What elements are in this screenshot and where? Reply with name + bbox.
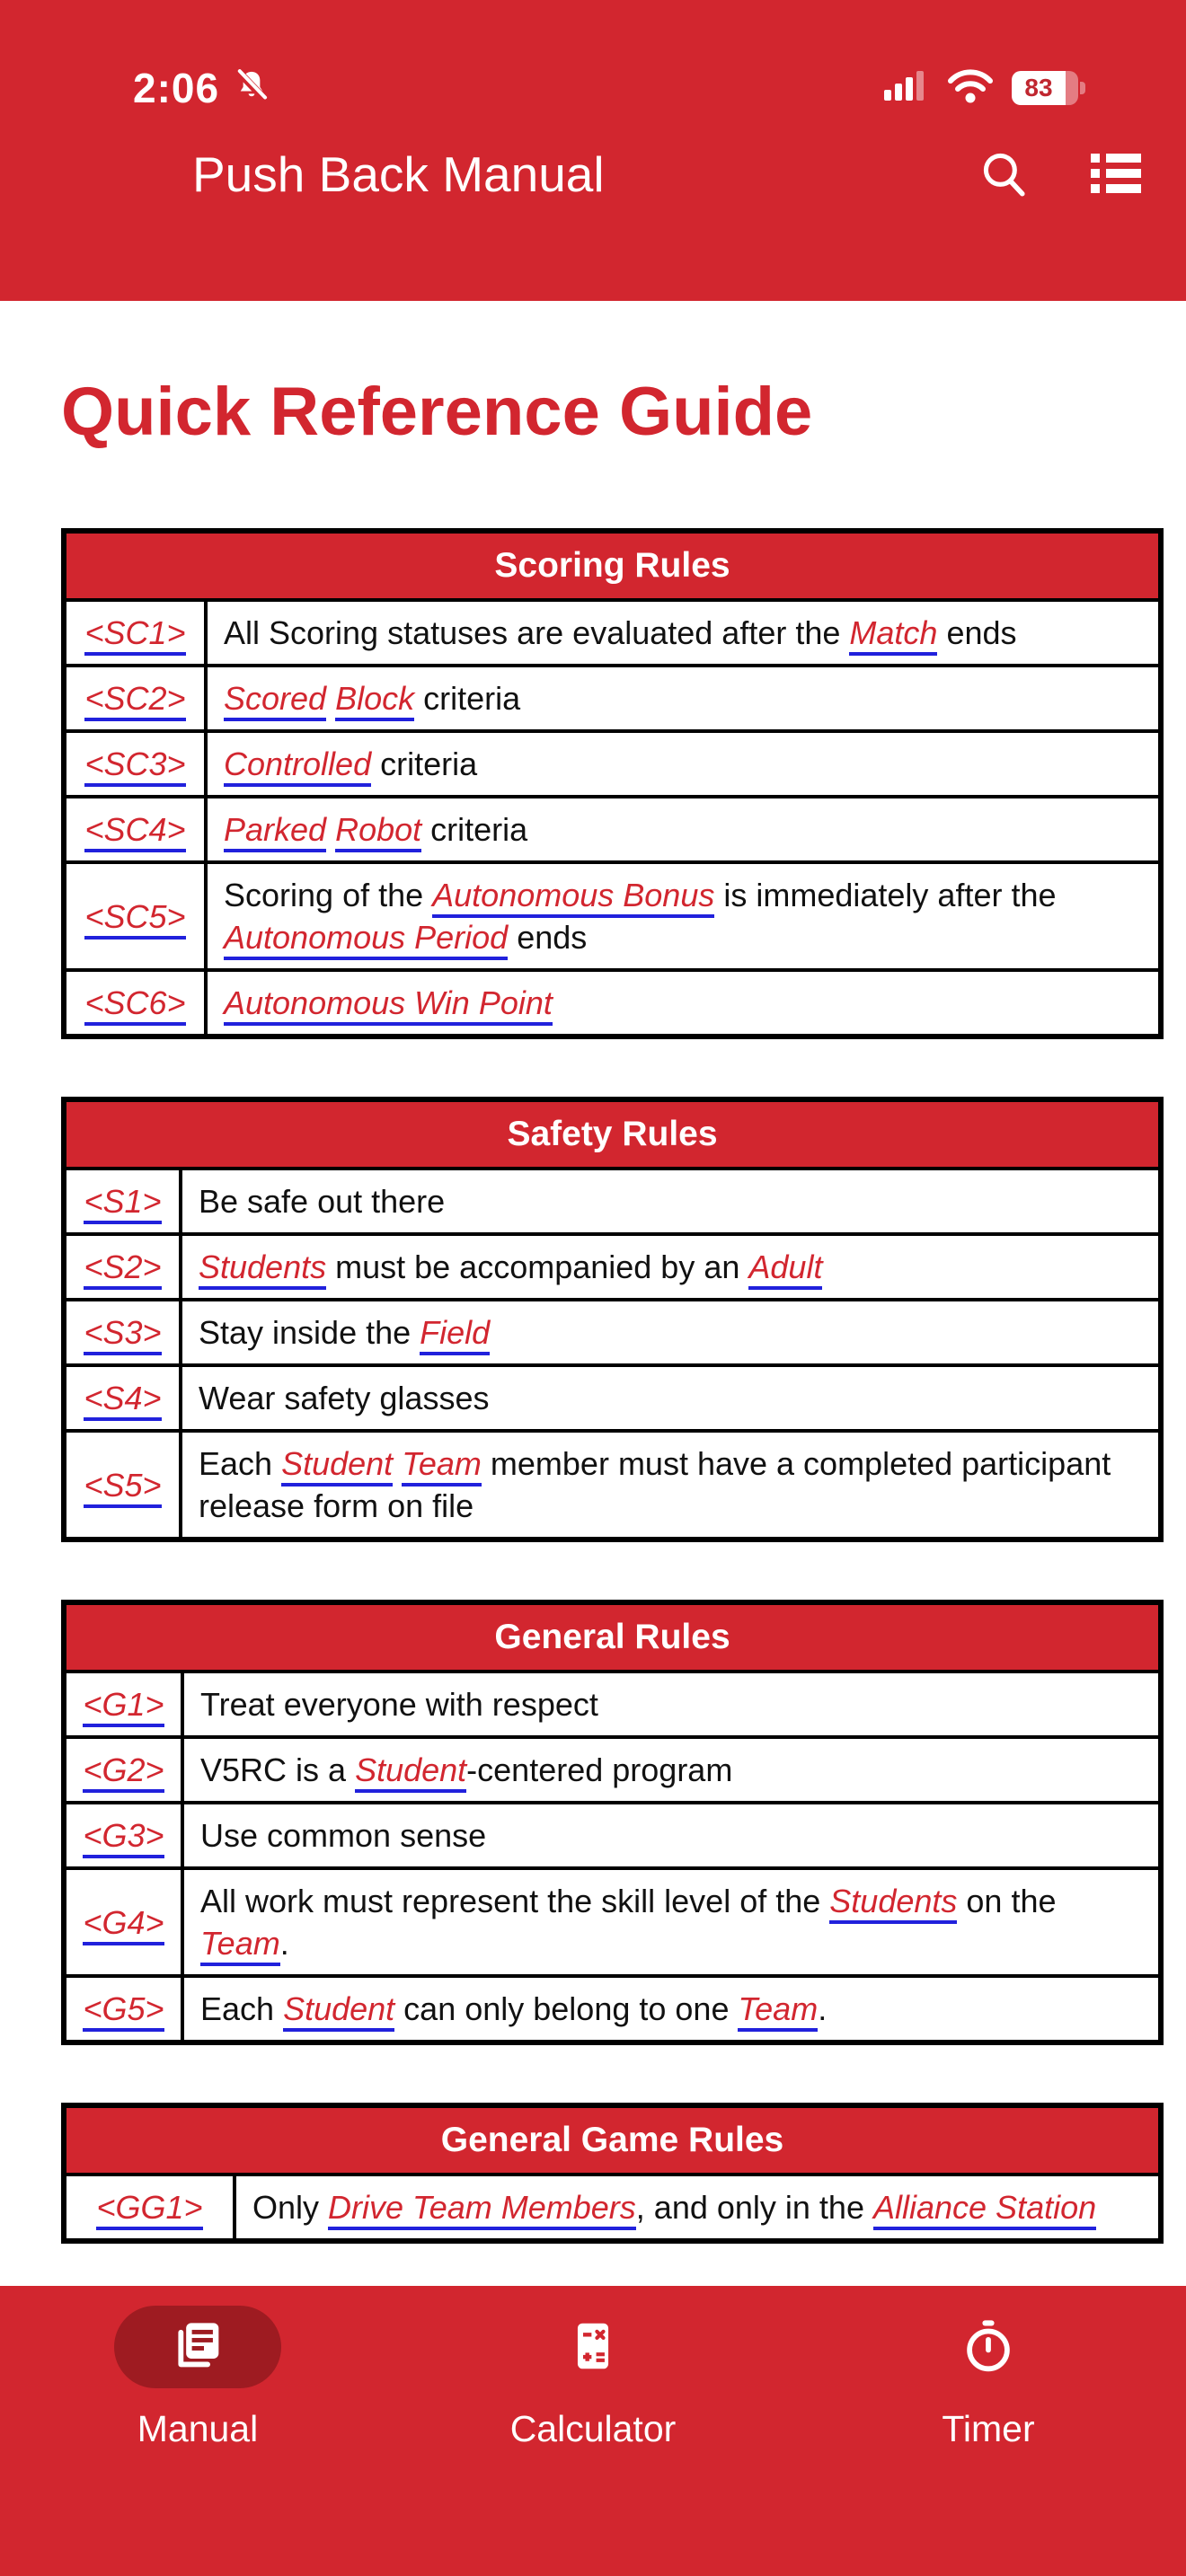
term-link[interactable]: Students <box>199 1248 326 1290</box>
status-left <box>133 64 271 112</box>
rule-desc-cell <box>182 1868 1161 1976</box>
term-link[interactable]: Autonomous Win Point <box>224 984 553 1026</box>
rule-code-cell <box>64 1672 182 1737</box>
rule-desc-cell <box>181 1169 1161 1234</box>
menu-button[interactable] <box>50 152 117 198</box>
text-segment: . <box>818 1990 828 2027</box>
rule-row <box>64 797 1161 862</box>
text-segment: on the <box>957 1883 1057 1919</box>
text-segment <box>326 680 335 717</box>
notifications-muted-icon <box>232 66 271 110</box>
rule-code-link[interactable]: <S5> <box>84 1467 161 1508</box>
rule-code-link[interactable]: <G3> <box>83 1817 164 1858</box>
contents-button[interactable] <box>1089 150 1143 199</box>
rule-code-cell <box>64 1431 181 1539</box>
app-bar <box>0 120 1186 203</box>
rule-code-cell <box>64 1300 181 1365</box>
active-tab-pill <box>114 2306 281 2388</box>
rule-code-link[interactable]: <SC2> <box>84 680 185 721</box>
term-link[interactable]: Scored <box>224 680 326 721</box>
rule-row <box>64 1672 1161 1737</box>
text-segment: Only <box>252 2189 329 2226</box>
text-segment: All work must represent the skill level of the <box>200 1883 830 1919</box>
text-segment: V5RC is a <box>200 1751 356 1788</box>
page-title: Quick Reference Guide <box>61 374 813 450</box>
calculator-icon <box>563 2316 623 2378</box>
rule-row <box>64 2175 1161 2241</box>
rule-desc-cell <box>181 1431 1161 1539</box>
table-title: Safety Rules <box>64 1099 1161 1169</box>
rule-code-cell <box>64 1803 182 1868</box>
rule-desc-cell <box>206 666 1161 731</box>
rule-row <box>64 731 1161 797</box>
battery-percent: 83 <box>1024 74 1053 101</box>
text-segment: Scoring of the <box>224 877 433 913</box>
text-segment: criteria <box>421 811 528 848</box>
term-link[interactable]: Adult <box>748 1248 822 1290</box>
rule-code-cell <box>64 1234 181 1300</box>
status-time: 2:06 <box>133 65 220 111</box>
term-link[interactable]: Student <box>281 1445 393 1486</box>
rule-desc-cell <box>182 1672 1161 1737</box>
rule-code-link[interactable]: <S4> <box>84 1380 161 1421</box>
term-link[interactable]: Parked <box>224 811 326 852</box>
rule-desc-cell <box>206 970 1161 1037</box>
rule-code-link[interactable]: <S2> <box>84 1248 161 1290</box>
rule-code-link[interactable]: <S3> <box>84 1314 161 1355</box>
rule-code-cell <box>64 666 206 731</box>
status-right <box>884 68 1085 109</box>
term-link[interactable]: Block <box>335 680 414 721</box>
table-title: General Rules <box>64 1602 1161 1672</box>
text-segment: member must have a completed participant release form on file <box>199 1445 1111 1524</box>
rule-code-cell <box>64 1365 181 1431</box>
manual-book-icon <box>166 2315 229 2380</box>
term-link[interactable]: Alliance Station <box>873 2189 1096 2230</box>
term-link[interactable]: Team <box>738 1990 818 2032</box>
term-link[interactable]: Autonomous Bonus <box>432 877 714 918</box>
rule-desc-cell <box>206 731 1161 797</box>
term-link[interactable]: Match <box>849 614 937 656</box>
rule-code-link[interactable]: <S1> <box>84 1183 161 1224</box>
term-link[interactable]: Autonomous Period <box>224 919 508 960</box>
text-segment: Wear safety glasses <box>199 1380 490 1416</box>
rule-code-cell <box>64 1737 182 1803</box>
battery-empty-segment <box>1066 71 1078 105</box>
timer-icon <box>959 2316 1018 2378</box>
rule-row <box>64 1431 1161 1539</box>
text-segment: Use common sense <box>200 1817 487 1854</box>
text-segment <box>393 1445 402 1482</box>
rule-code-link[interactable]: <SC6> <box>84 984 185 1026</box>
tab-icon-area <box>905 2306 1072 2388</box>
rule-row <box>64 666 1161 731</box>
battery-icon <box>1012 71 1085 105</box>
search-icon <box>978 147 1030 202</box>
text-segment: must be accompanied by an <box>326 1248 749 1285</box>
rule-code-link[interactable]: <SC5> <box>84 898 185 940</box>
rule-desc-cell <box>182 1976 1161 2042</box>
rule-row <box>64 1234 1161 1300</box>
rule-code-link[interactable]: <G4> <box>83 1904 164 1945</box>
rule-row <box>64 1737 1161 1803</box>
cellular-signal-icon <box>884 70 929 107</box>
text-segment: -centered program <box>466 1751 733 1788</box>
text-segment: . <box>279 1925 289 1962</box>
term-link[interactable]: Team <box>402 1445 482 1486</box>
rule-code-link[interactable]: <G1> <box>83 1686 164 1727</box>
tab-calculator[interactable] <box>395 2306 791 2576</box>
scoring-rules-table <box>61 528 1164 1039</box>
tab-manual[interactable] <box>0 2306 395 2576</box>
rule-code-link[interactable]: <SC4> <box>84 811 185 852</box>
rule-code-link[interactable]: <SC3> <box>84 745 185 787</box>
app-bar-actions <box>978 147 1143 202</box>
rule-row <box>64 1803 1161 1868</box>
rule-desc-cell <box>181 1300 1161 1365</box>
content-area <box>0 301 1186 2576</box>
rule-row <box>64 862 1161 970</box>
term-link[interactable]: Team <box>200 1925 280 1966</box>
text-segment <box>326 811 335 848</box>
text-segment: Be safe out there <box>199 1183 446 1220</box>
tab-label: Timer <box>942 2408 1035 2449</box>
rule-code-cell <box>64 600 206 666</box>
rule-desc-cell <box>182 1803 1161 1868</box>
rule-row <box>64 600 1161 666</box>
rule-code-cell <box>64 862 206 970</box>
term-link[interactable]: Students <box>829 1883 957 1924</box>
tab-bar <box>0 2286 1186 2576</box>
general-rules-table <box>61 1600 1164 2045</box>
rule-row <box>64 1976 1161 2042</box>
tab-timer[interactable] <box>791 2306 1186 2576</box>
battery-cap <box>1080 82 1085 94</box>
rule-code-cell <box>64 970 206 1037</box>
rule-desc-cell <box>206 862 1161 970</box>
rule-desc-cell <box>181 1234 1161 1300</box>
app-title: Push Back Manual <box>192 146 605 202</box>
term-link[interactable]: Student <box>355 1751 466 1793</box>
general-game-rules-table <box>61 2103 1164 2244</box>
rule-row <box>64 1868 1161 1976</box>
text-segment: can only belong to one <box>394 1990 739 2027</box>
rule-desc-cell <box>206 600 1161 666</box>
term-link[interactable]: Field <box>420 1314 490 1355</box>
text-segment: All Scoring statuses are evaluated after the <box>224 614 850 651</box>
text-segment: Each <box>200 1990 284 2027</box>
term-link[interactable]: Robot <box>335 811 421 852</box>
rule-code-link[interactable]: <SC1> <box>84 614 185 656</box>
rule-code-cell <box>64 2175 235 2241</box>
table-title: General Game Rules <box>64 2105 1161 2175</box>
wifi-icon <box>947 68 994 109</box>
tab-label: Manual <box>137 2408 259 2449</box>
text-segment: , and only in the <box>635 2189 873 2226</box>
rule-desc-cell <box>206 797 1161 862</box>
list-icon <box>1089 150 1143 199</box>
text-segment: Treat everyone with respect <box>200 1686 598 1723</box>
rule-desc-cell <box>235 2175 1161 2241</box>
rules-tables <box>0 528 1186 2244</box>
term-link[interactable]: Drive Team Members <box>328 2189 636 2230</box>
text-segment: criteria <box>414 680 521 717</box>
status-bar <box>0 0 1186 120</box>
rule-code-link[interactable]: <G2> <box>83 1751 164 1793</box>
rule-code-link[interactable]: <G5> <box>83 1990 164 2032</box>
tab-label: Calculator <box>509 2408 677 2449</box>
rule-row <box>64 970 1161 1037</box>
text-segment: criteria <box>371 745 478 782</box>
rule-code-cell <box>64 731 206 797</box>
rule-row <box>64 1365 1161 1431</box>
tab-icon-area <box>509 2306 677 2388</box>
rule-code-cell <box>64 1169 181 1234</box>
rule-code-cell <box>64 1976 182 2042</box>
rule-code-link[interactable]: <GG1> <box>96 2189 202 2230</box>
text-segment: ends <box>508 919 588 956</box>
search-button[interactable] <box>978 147 1030 202</box>
term-link[interactable]: Controlled <box>224 745 371 787</box>
rule-desc-cell <box>182 1737 1161 1803</box>
text-segment: Stay inside the <box>199 1314 420 1351</box>
rule-code-cell <box>64 797 206 862</box>
rule-row <box>64 1300 1161 1365</box>
rule-row <box>64 1169 1161 1234</box>
rule-desc-cell <box>181 1365 1161 1431</box>
term-link[interactable]: Student <box>283 1990 394 2032</box>
table-title: Scoring Rules <box>64 531 1161 600</box>
rule-code-cell <box>64 1868 182 1976</box>
safety-rules-table <box>61 1097 1164 1542</box>
top-bar <box>0 0 1186 301</box>
text-segment: ends <box>937 614 1017 651</box>
text-segment: is immediately after the <box>714 877 1057 913</box>
text-segment: Each <box>199 1445 282 1482</box>
